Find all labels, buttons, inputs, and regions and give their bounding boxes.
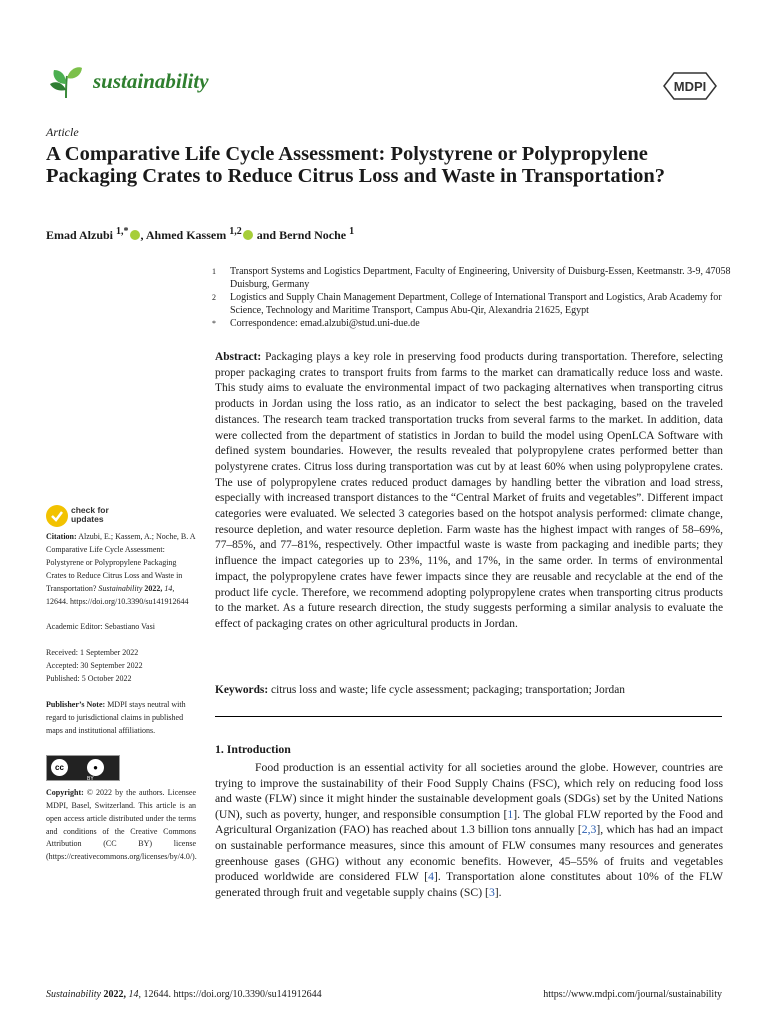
author-name[interactable]: Ahmed Kassem (145, 228, 227, 242)
correspondence-text[interactable]: Correspondence: emad.alzubi@stud.uni-due.de (230, 317, 420, 329)
cc-icon: cc (49, 757, 70, 778)
keywords-label: Keywords: (215, 684, 269, 696)
author-name[interactable]: Emad Alzubi (46, 228, 114, 242)
author-list: Emad Alzubi $^{1,*}$ , Ahmed Kassem $^{1,2}$ and Bernd Noche $^1$ (46, 226, 355, 242)
check-updates-label: check for updates (71, 505, 109, 524)
academic-editor: Academic Editor: Sebastiano Vasi (46, 622, 155, 632)
article-type: Article (46, 125, 79, 139)
citation-volume: 14, (164, 583, 175, 593)
abstract-label: Abstract: (215, 351, 262, 363)
footer-journal-url[interactable]: https://www.mdpi.com/journal/sustainability (543, 989, 722, 1000)
publisher-name: MDPI (673, 79, 707, 94)
publisher-note-text: MDPI stays neutral with regard to jurisdictional claims in published maps and institutional affiliations. (46, 700, 186, 735)
citation-label: Citation: (46, 532, 77, 541)
copyright-label: Copyright: (46, 787, 84, 797)
cc-by-license-badge[interactable] (46, 755, 120, 781)
affiliation-mark: * (212, 318, 216, 328)
article-title: A Comparative Life Cycle Assessment: Polystyrene or Polypropylene Packaging Crates to Reduce Citrus Loss and Waste in Transportation? (46, 143, 666, 187)
affiliation-item (212, 292, 732, 318)
publisher-note (46, 699, 196, 738)
abstract-text: Packaging plays a key role in preserving food products during transportation. Therefore, selecting proper packaging crates to transport fruits from farms to the market can dramatically reduce loss and waste. This study aims to evaluate the environmental impact of two packaging alternatives when transporting citrus products in Jordan using the loss ratio, as an indicator to select the best packaging, based on the traveled distances. The research team tracked transportation trucks from several farms to the market. In addition, data were collected from the department of statistics in Jordan to build the model using OpenLCA Software with defined system boundaries. However, the results revealed that polypropylene crates performed better than polystyrene crates. Citrus loss during transportation was cut by at least 60% when using polypropylene crates. The use of polypropylene crates reduced product damages by handling better the vibration and load stress, especially with increased transport distances to the “Central Market of fruits and vegetables”. Different impact categories were evaluated. We selected 3 categories based on the hotspot analysis performed: climate change, resource depletion, and water resource depletion. Farm waste has the highest impact with ranges of 58–69%, 77–85%, and 77–81%, respectively. Other impactful waste is waste from packaging and inedible parts; they influence the impact categories up to 23%, 11%, and 17%, in the same order. In terms of environmental impact, the polypropylene crates have fewer impacts since they are reusable and recyclable at the end of the product life cycle. Therefore, we recommend adopting polypropylene crates when transporting citrus products to the market. As a future research direction, the study suggests performing a similar analysis to evaluate the effect of packaging crates on other agricultural products in Jordan. (215, 351, 723, 630)
citation-doi[interactable]: 12644. https://doi.org/10.3390/su141912644 (46, 596, 189, 606)
citation-link[interactable]: 4 (428, 870, 434, 884)
affiliation-mark: 2 (212, 292, 216, 302)
by-person-icon: ● (85, 757, 106, 778)
citation-link[interactable]: 1 (507, 807, 514, 821)
author-affil-mark: 1,* (116, 226, 129, 237)
footer-year: 2022, (103, 989, 126, 1000)
received-date: Received: 1 September 2022 (46, 648, 139, 658)
author-affil-mark: 1,2 (229, 226, 242, 237)
citation (46, 531, 196, 608)
affiliation-mark: 1 (212, 267, 216, 276)
accepted-date: Accepted: 30 September 2022 (46, 661, 143, 671)
copyright-text: © 2022 by the authors. Licensee MDPI, Basel, Switzerland. This article is an open access article distributed under the terms and conditions of the Creative Commons Attribution (CC BY) license (https://creativecommons.org/licenses/by/4.0/). (46, 787, 197, 862)
keywords-text: citrus loss and waste; life cycle assessment; packaging; transportation; Jordan (271, 684, 625, 696)
citation-link[interactable]: 3 (488, 885, 495, 899)
author-name[interactable]: and Bernd Noche (256, 228, 347, 242)
affiliation-item (212, 266, 732, 292)
footer-citation (46, 989, 322, 1000)
footer-volume: 14, (128, 989, 141, 1000)
section-heading-introduction: 1. Introduction (215, 742, 291, 756)
journal-name: sustainability (93, 69, 209, 93)
keywords (215, 683, 723, 699)
published-date: Published: 5 October 2022 (46, 674, 132, 684)
footer-journal: Sustainability (46, 989, 101, 1000)
check-updates-icon (46, 505, 68, 527)
abstract (215, 350, 723, 633)
citation-text: Alzubi, E.; Kassem, A.; Noche, B. A Comparative Life Cycle Assessment: Polystyrene or Polypropylene Packaging Crates to Reduce Citrus Loss and Waste in Transportation? (46, 532, 196, 593)
affiliation-item (212, 318, 732, 331)
publisher-note-label: Publisher’s Note: (46, 700, 106, 710)
affiliation-text: Logistics and Supply Chain Management Department, College of International Transport and Logistics, Arab Academy for Science, Technology and Maritime Transport, Campus Abu-Qir, Alexandria 21625, Egypt (230, 291, 722, 316)
affiliations (212, 266, 732, 331)
copyright (46, 787, 196, 864)
citation-link[interactable]: 2,3 (581, 823, 597, 837)
mdpi-logo (660, 71, 720, 101)
article-sidebar (46, 531, 196, 864)
citation-year: 2022, (144, 583, 163, 593)
orcid-icon[interactable] (130, 230, 140, 240)
author-affil-mark: 1 (349, 226, 355, 237)
citation-journal: Sustainability (98, 583, 143, 593)
footer-doi-link[interactable]: 12644. https://doi.org/10.3390/su141912644 (143, 989, 322, 1000)
by-label: BY (87, 775, 94, 782)
section-divider (215, 716, 722, 717)
introduction-paragraph: Food production is an essential activity for all societies around the globe. However, countries are trying to improve the sustainability of their Food Supply Chains (FSC), which rely on reducing food loss and waste (FLW) since it might hinder the sustainable development goals (SDGs) set by the United Nations (UN), such as poverty, hunger, and responsible consumption [1]. The global FLW reported by the Food and Agricultural Organization (FAO) has reached about 1.3 billion tons annually [2,3], which has had an impact on sustainable performance measures, since this amount of FLW consumes many resources and generates greenhouse gases (GHG) without any economic benefits. However, 45–55% of fruits and vegetables produced worldwide are considered FLW [4]. Transportation alone constitutes about 10% of the FLW generated through fruit and vegetable supply chains (SC) [3]. (215, 761, 724, 899)
check-for-updates-button[interactable] (46, 505, 136, 529)
orcid-icon[interactable] (243, 230, 253, 240)
journal-leaf-logo (48, 64, 84, 100)
affiliation-text: Transport Systems and Logistics Department, Faculty of Engineering, University of Duisburg-Essen, Keetmanstr. 3-9, 47058 Duisburg, Germany (230, 266, 731, 290)
